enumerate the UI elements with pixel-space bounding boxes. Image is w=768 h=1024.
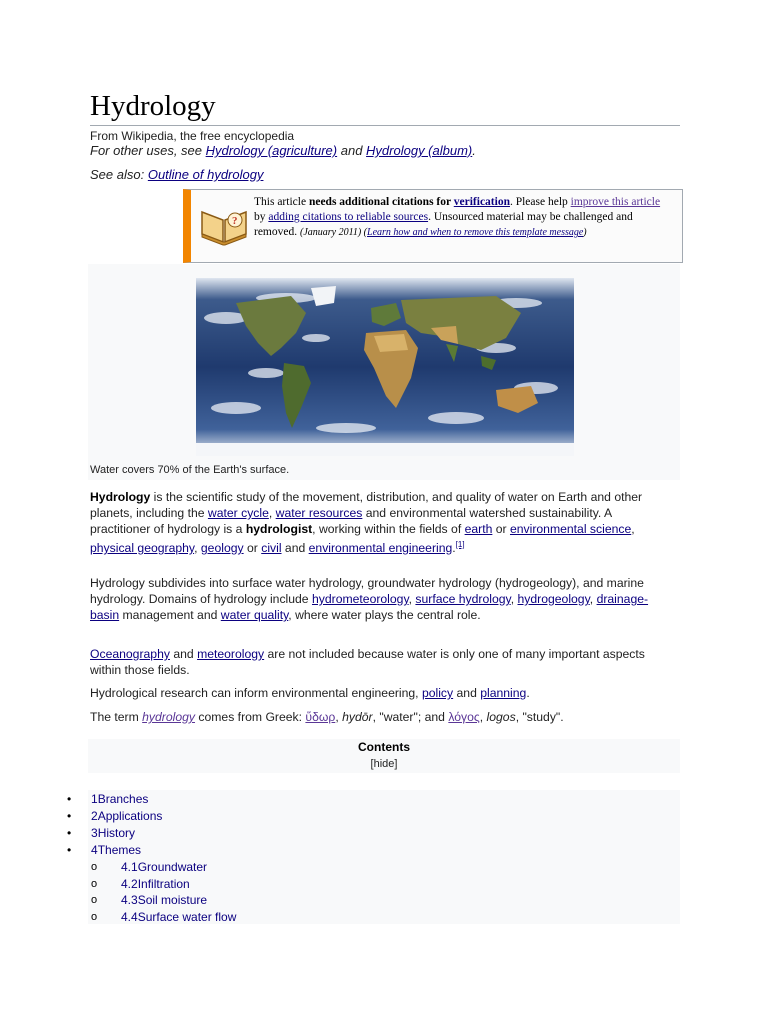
link-geology[interactable]: geology bbox=[200, 541, 244, 556]
paragraph-exclusions bbox=[90, 646, 650, 678]
toc-label: Soil moisture bbox=[137, 893, 208, 907]
title-divider bbox=[90, 125, 680, 126]
toc-number: 2 bbox=[91, 809, 98, 823]
link-planning[interactable]: planning bbox=[480, 686, 527, 700]
toc-subitem-infiltration[interactable] bbox=[91, 876, 190, 892]
citation-notice-box bbox=[183, 189, 683, 263]
paragraph-text: are not included because water is only one of many important aspects within those fields. bbox=[90, 647, 645, 677]
toc-label: Applications bbox=[97, 809, 163, 823]
notice-text: ( bbox=[361, 227, 368, 238]
paragraph-text: Hydrology subdivides into surface water hydrology, groundwater hydrology (hydrogeology), and marine hydrology. Domains of hydrology include bbox=[90, 576, 644, 606]
paragraph-text: . bbox=[452, 541, 456, 556]
toc-item-branches[interactable] bbox=[67, 791, 149, 807]
link-greek-logos[interactable]: λόγος bbox=[448, 710, 480, 724]
toc-label: Branches bbox=[97, 792, 149, 806]
transliteration: hydōr bbox=[342, 710, 373, 724]
page-title: Hydrology bbox=[90, 90, 216, 122]
paragraph-intro bbox=[90, 489, 650, 556]
link-verification[interactable]: verification bbox=[453, 196, 510, 208]
bullet-icon: • bbox=[67, 826, 72, 840]
notice-text: . Please help bbox=[509, 196, 571, 208]
link-water-cycle[interactable]: water cycle bbox=[207, 506, 269, 520]
notice-text: ) bbox=[583, 227, 587, 238]
link-improve-article[interactable]: improve this article bbox=[570, 196, 661, 208]
bullet-icon: • bbox=[67, 809, 72, 823]
toc-number: 4.2 bbox=[121, 877, 138, 891]
term-bold: hydrologist bbox=[245, 522, 313, 536]
link-greek-hydor[interactable]: ὕδωρ bbox=[305, 710, 336, 724]
link-hydrology-wiktionary[interactable]: hydrology bbox=[142, 710, 196, 724]
paragraph-text: Hydrological research can inform environmental engineering, bbox=[90, 686, 422, 700]
paragraph-text: is the scientific study of the movement, distribution, and quality of water on Earth and other planets, including the bbox=[90, 490, 643, 520]
link-drainage-basin[interactable]: drainage-basin bbox=[90, 592, 649, 622]
bullet-icon: • bbox=[67, 843, 72, 857]
link-earth[interactable]: earth bbox=[464, 522, 493, 536]
notice-emphasis: needs additional citations for bbox=[308, 196, 454, 208]
link-civil[interactable]: civil bbox=[261, 541, 282, 556]
link-learn-remove-template[interactable]: Learn how and when to remove this template message bbox=[367, 227, 584, 238]
toc-label: History bbox=[97, 826, 136, 840]
sub-bullet-icon: o bbox=[91, 861, 98, 873]
paragraph-text: , bbox=[194, 541, 201, 556]
paragraph-text: and bbox=[169, 647, 198, 661]
reference-1[interactable]: [1] bbox=[455, 540, 465, 549]
paragraph-text: . bbox=[526, 686, 530, 700]
toc-label: Surface water flow bbox=[137, 910, 237, 924]
paragraph-text: , "water"; and bbox=[372, 710, 449, 724]
paragraph-subdivisions bbox=[90, 575, 650, 623]
book-question-icon bbox=[199, 204, 249, 248]
paragraph-text: and bbox=[281, 541, 309, 556]
paragraph-text: comes from Greek: bbox=[195, 710, 306, 724]
link-environmental-science[interactable]: environmental science bbox=[509, 522, 632, 536]
notice-text: This article bbox=[254, 196, 309, 208]
paragraph-research bbox=[90, 685, 650, 701]
hatnote-other-uses bbox=[90, 143, 476, 158]
paragraph-text: and environmental watershed sustainability. A practitioner of hydrology is a bbox=[90, 506, 612, 536]
link-water-resources[interactable]: water resources bbox=[275, 506, 363, 520]
toc-item-applications[interactable] bbox=[67, 808, 163, 824]
figure-caption: Water covers 70% of the Earth's surface. bbox=[90, 464, 290, 476]
toc-label: Groundwater bbox=[137, 860, 208, 874]
svg-text:?: ? bbox=[232, 215, 238, 227]
site-subtitle: From Wikipedia, the free encyclopedia bbox=[90, 129, 295, 143]
notice-text: . Unsourced material may be challenged and removed. bbox=[254, 211, 633, 238]
transliteration: logos bbox=[486, 710, 516, 724]
hatnote-text: For other uses, see bbox=[90, 143, 206, 158]
toc-number: 4.3 bbox=[121, 893, 138, 907]
sub-bullet-icon: o bbox=[91, 894, 98, 906]
toc-number: 4.4 bbox=[121, 910, 138, 924]
link-hydrogeology[interactable]: hydrogeology bbox=[517, 592, 590, 606]
paragraph-text: or bbox=[243, 541, 262, 556]
toc-title: Contents bbox=[358, 740, 410, 754]
hatnote-text: and bbox=[337, 143, 367, 158]
link-environmental-engineering[interactable]: environmental engineering bbox=[308, 541, 453, 556]
paragraph-text: , bbox=[335, 710, 343, 724]
link-adding-citations[interactable]: adding citations to reliable sources bbox=[268, 211, 429, 223]
toc-label: Themes bbox=[97, 843, 142, 857]
toc-hide-toggle[interactable]: [hide] bbox=[370, 758, 398, 770]
toc-item-themes[interactable] bbox=[67, 842, 142, 858]
link-outline-of-hydrology[interactable]: Outline of hydrology bbox=[147, 167, 264, 182]
notice-date: (January 2011) bbox=[299, 227, 362, 238]
paragraph-text: , bbox=[479, 710, 487, 724]
link-meteorology[interactable]: meteorology bbox=[197, 647, 265, 661]
toc-header bbox=[88, 739, 680, 773]
toc-label: Infiltration bbox=[137, 877, 190, 891]
paragraph-text: management and bbox=[119, 608, 221, 622]
paragraph-text: The term bbox=[90, 710, 143, 724]
notice-text: by bbox=[254, 211, 269, 223]
paragraph-text: , bbox=[268, 506, 276, 520]
earth-figure bbox=[88, 264, 680, 480]
toc-subitem-groundwater[interactable] bbox=[91, 859, 208, 875]
sub-bullet-icon: o bbox=[91, 878, 98, 890]
link-surface-hydrology[interactable]: surface hydrology bbox=[415, 592, 511, 606]
hatnote-see-also bbox=[90, 167, 263, 182]
bullet-icon: • bbox=[67, 792, 72, 806]
link-oceanography[interactable]: Oceanography bbox=[90, 647, 170, 661]
toc-list bbox=[67, 790, 680, 924]
sub-bullet-icon: o bbox=[91, 911, 98, 923]
paragraph-text: , bbox=[631, 522, 635, 536]
hatnote-text: . bbox=[472, 143, 476, 158]
paragraph-text: or bbox=[492, 522, 510, 536]
toc-item-history[interactable] bbox=[67, 825, 136, 841]
paragraph-text: , where water plays the central role. bbox=[288, 608, 481, 622]
hatnote-text: See also: bbox=[90, 167, 148, 182]
toc-subitem-surface-water-flow[interactable] bbox=[91, 909, 237, 925]
paragraph-text: , bbox=[510, 592, 518, 606]
paragraph-text: , working within the fields of bbox=[312, 522, 465, 536]
term-bold: Hydrology bbox=[90, 490, 151, 504]
paragraph-text: , bbox=[589, 592, 597, 606]
toc-subitem-soil-moisture[interactable] bbox=[91, 892, 208, 908]
paragraph-text: , "study". bbox=[515, 710, 564, 724]
link-water-quality[interactable]: water quality bbox=[220, 608, 289, 622]
paragraph-etymology bbox=[90, 709, 650, 725]
toc-number: 4 bbox=[91, 843, 98, 857]
paragraph-text: , bbox=[408, 592, 416, 606]
toc-number: 1 bbox=[91, 792, 98, 806]
link-hydrology-album[interactable]: Hydrology (album) bbox=[366, 143, 473, 158]
link-hydrometeorology[interactable]: hydrometeorology bbox=[311, 592, 409, 606]
link-physical-geography[interactable]: physical geography bbox=[90, 541, 195, 556]
toc-number: 4.1 bbox=[121, 860, 138, 874]
link-policy[interactable]: policy bbox=[421, 686, 454, 700]
toc-number: 3 bbox=[91, 826, 98, 840]
link-hydrology-agriculture[interactable]: Hydrology (agriculture) bbox=[205, 143, 338, 158]
paragraph-text: and bbox=[453, 686, 481, 700]
earth-map-image[interactable] bbox=[196, 278, 574, 456]
citation-notice-text bbox=[254, 195, 674, 240]
